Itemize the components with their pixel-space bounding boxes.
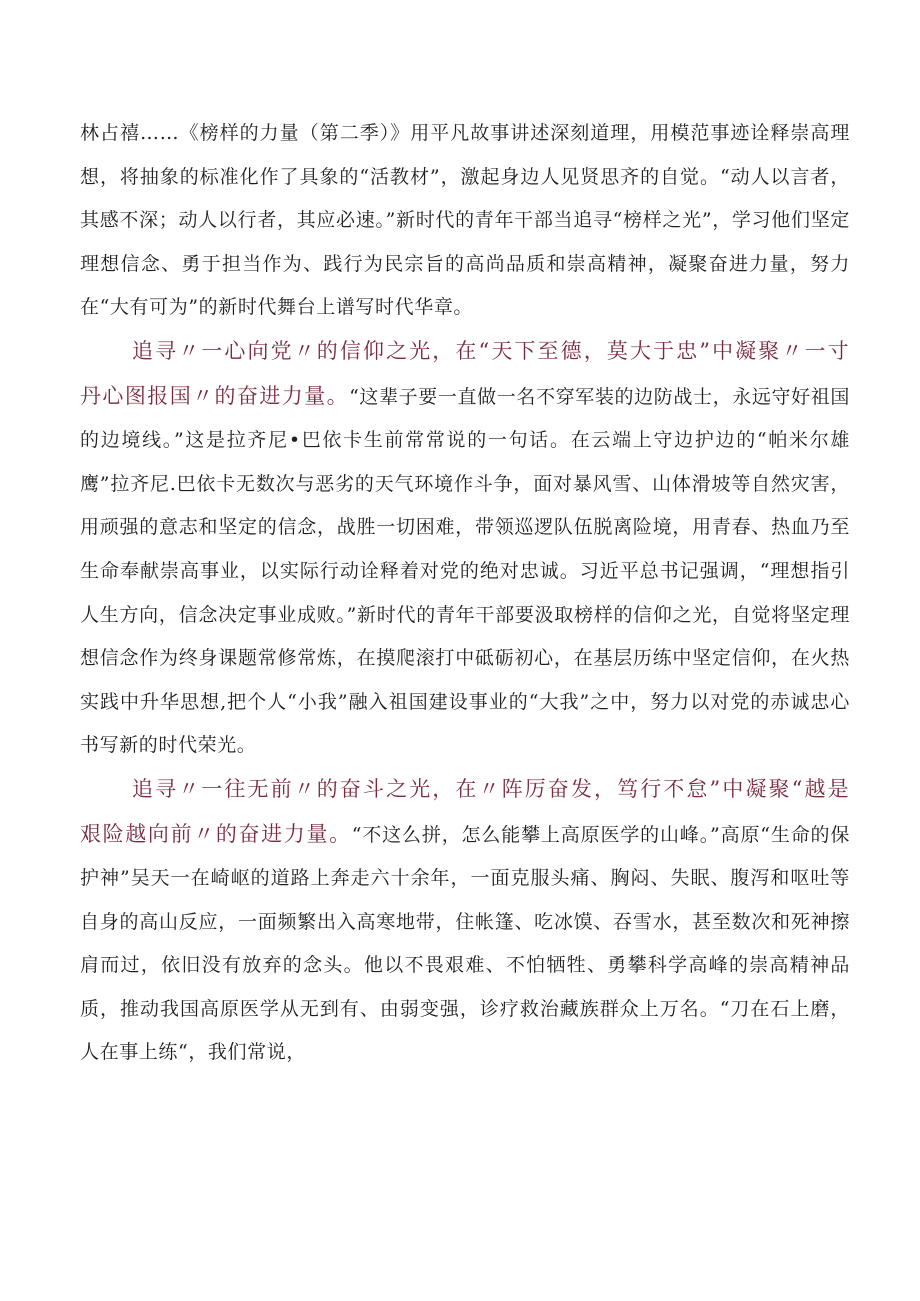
paragraph-3-body: “不这么拼，怎么能攀上高原医学的山峰。”高原“生命的保护神”吴天一在崎岖的道路上奔走六十余年，一面克服头痛、胸闷、失眠、腹泻和呕吐等自身的高山反应，一面频繁出入高寒地带，住帐篷、吃冰馍、吞雪水，甚至数次和死神擦肩而过，依旧没有放弃的念头。他以不畏艰难、不怕牺牲、勇攀科学高峰的崇高精神品质，推动我国高原医学从无到有、由弱变强，诊疗救治藏族群众上万名。“刀在石上磨，人在事上练“，我们常说， bbox=[80, 823, 850, 1064]
paragraph-2-body: “这辈子要一直做一名不穿军装的边防战士，永远守好祖国的边境线。”这是拉齐尼•巴依卡生前常常说的一句话。在云端上守边护边的“帕米尔雄鹰”拉齐尼.巴依卡无数次与恶劣的天气环境作斗争，面对暴风雪、山体滑坡等自然灾害，用顽强的意志和坚定的信念，战胜一切困难，带领巡逻队伍脱离险境，用青春、热血乃至生命奉献崇高事业，以实际行动诠释着对党的绝对忠诚。习近平总书记强调，“理想指引人生方向，信念决定事业成败。”新时代的青年干部要汲取榜样的信仰之光，自觉将坚定理想信念作为终身课题常修常炼，在摸爬滚打中砥砺初心，在基层历练中坚定信仰，在火热实践中升华思想,把个人“小我”融入祖国建设事业的“大我”之中，努力以对党的赤诚忠心书写新的时代荣光。 bbox=[80, 385, 850, 757]
paragraph-2-heading: 追寻〃一心向党〃的信仰之光，在“天下至德，莫大于忠”中凝聚〃一寸丹心图报国〃的奋进力量。 bbox=[80, 338, 850, 408]
article-body bbox=[80, 112, 850, 1075]
paragraph-3-heading: 追寻〃一往无前〃的奋斗之光，在〃阵厉奋发，笃行不怠”中凝聚“越是艰险越向前〃的奋进力量。 bbox=[80, 776, 850, 846]
paragraph-1-body: 林占禧……《榜样的力量（第二季）》用平凡故事讲述深刻道理，用模范事迹诠释崇高理想，将抽象的标准化作了具象的“活教材”，激起身边人见贤思齐的自觉。“动人以言者，其感不深；动人以行者，其应必速。”新时代的青年干部当追寻“榜样之光”，学习他们坚定理想信念、勇于担当作为、践行为民宗旨的高尚品质和崇高精神，凝聚奋进力量，努力在“大有可为”的新时代舞台上谱写时代华章。 bbox=[80, 122, 850, 319]
paragraph-3 bbox=[80, 768, 850, 1075]
paragraph-2 bbox=[80, 330, 850, 768]
paragraph-1 bbox=[80, 112, 850, 330]
